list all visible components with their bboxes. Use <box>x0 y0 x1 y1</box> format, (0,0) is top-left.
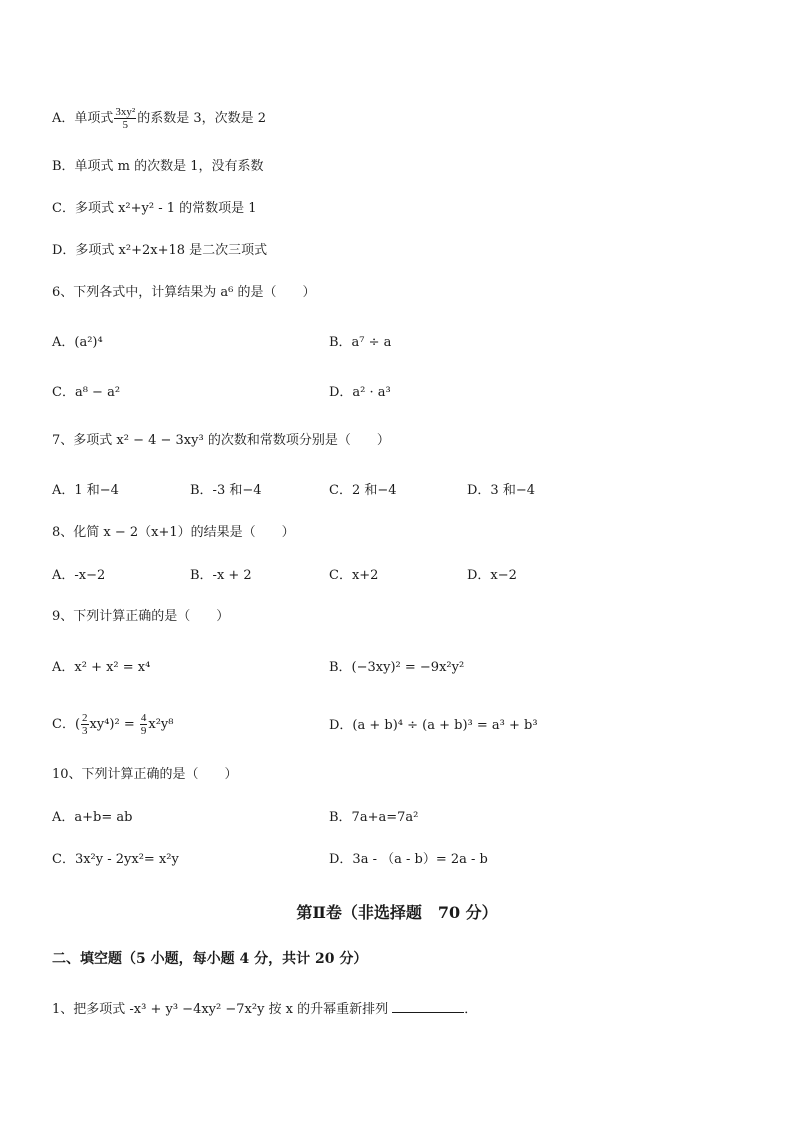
section-2-title: 第Ⅱ卷（非选择题 70 分） <box>296 903 498 922</box>
q10-option-a: A．a+b= ab <box>52 810 133 825</box>
part-2-heading: 二、填空题（5 小题，每小题 4 分，共计 20 分） <box>52 951 368 967</box>
q7-option-b: B．-3 和−4 <box>190 483 262 498</box>
q9-fraction-2-denominator: 9 <box>140 725 147 737</box>
q6-option-a: A．(a²)⁴ <box>52 335 103 350</box>
q6-stem: 6、下列各式中，计算结果为 a⁶ 的是（ ） <box>52 285 316 300</box>
fill-question-1 <box>52 1000 477 1019</box>
q5-option-b: B．单项式 m 的次数是 1，没有系数 <box>52 159 264 174</box>
q8-option-a: A．-x−2 <box>52 568 106 583</box>
fill-question-1-text: 1、把多项式 -x³ + y³ −4xy² −7x²y 按 x 的升幂重新排列 <box>52 1002 389 1017</box>
answer-blank <box>392 1000 464 1013</box>
q5-fraction-denominator: 5 <box>122 119 129 131</box>
q7-option-d: D．3 和−4 <box>467 483 535 498</box>
q8-stem: 8、化简 x − 2（x+1）的结果是（ ） <box>52 525 295 540</box>
q5-option-a-prefix: A．单项式 <box>52 111 114 126</box>
q9-option-c-suffix: x²y⁸ <box>148 717 174 732</box>
q5-option-c: C．多项式 x²+y² - 1 的常数项是 1 <box>52 201 257 216</box>
q5-option-d: D．多项式 x²+2x+18 是二次三项式 <box>52 243 268 258</box>
q9-option-c <box>52 712 173 737</box>
q7-option-a: A．1 和−4 <box>52 483 119 498</box>
q8-option-b: B．-x + 2 <box>190 568 252 583</box>
q6-option-c: C．a⁸ − a² <box>52 385 121 400</box>
q9-fraction-2-numerator: 4 <box>140 712 147 724</box>
q9-option-c-fraction-1 <box>81 712 89 737</box>
q7-stem: 7、多项式 x² − 4 − 3xy³ 的次数和常数项分别是（ ） <box>52 433 390 448</box>
q5-option-a <box>52 106 266 131</box>
q5-option-a-fraction <box>114 106 136 131</box>
q5-fraction-numerator: 3xy² <box>115 106 136 118</box>
q8-option-c: C．x+2 <box>329 568 379 583</box>
q8-option-d: D．x−2 <box>467 568 517 583</box>
q9-option-a: A．x² + x² = x⁴ <box>52 660 151 675</box>
q9-fraction-1-numerator: 2 <box>82 712 88 724</box>
q9-fraction-1-denominator: 3 <box>82 725 88 737</box>
q9-option-d: D．(a + b)⁴ ÷ (a + b)³ = a³ + b³ <box>329 718 538 733</box>
q6-option-d: D．a² · a³ <box>329 385 391 400</box>
q7-option-c: C．2 和−4 <box>329 483 397 498</box>
q10-option-b: B．7a+a=7a² <box>329 810 419 825</box>
q6-option-b: B．a⁷ ÷ a <box>329 335 392 350</box>
q9-option-c-middle: xy⁴)² = <box>89 717 139 732</box>
fill-question-1-end: ． <box>464 1002 478 1017</box>
q9-option-c-prefix: C．( <box>52 717 81 732</box>
q10-stem: 10、下列计算正确的是（ ） <box>52 767 238 782</box>
q10-option-d: D．3a - （a - b）= 2a - b <box>329 852 488 867</box>
q9-option-b: B．(−3xy)² = −9x²y² <box>329 660 465 675</box>
q9-option-c-fraction-2 <box>140 712 148 737</box>
q10-option-c: C．3x²y - 2yx²= x²y <box>52 852 179 867</box>
q5-option-a-suffix: 的系数是 3，次数是 2 <box>137 111 267 126</box>
q9-stem: 9、下列计算正确的是（ ） <box>52 609 230 624</box>
